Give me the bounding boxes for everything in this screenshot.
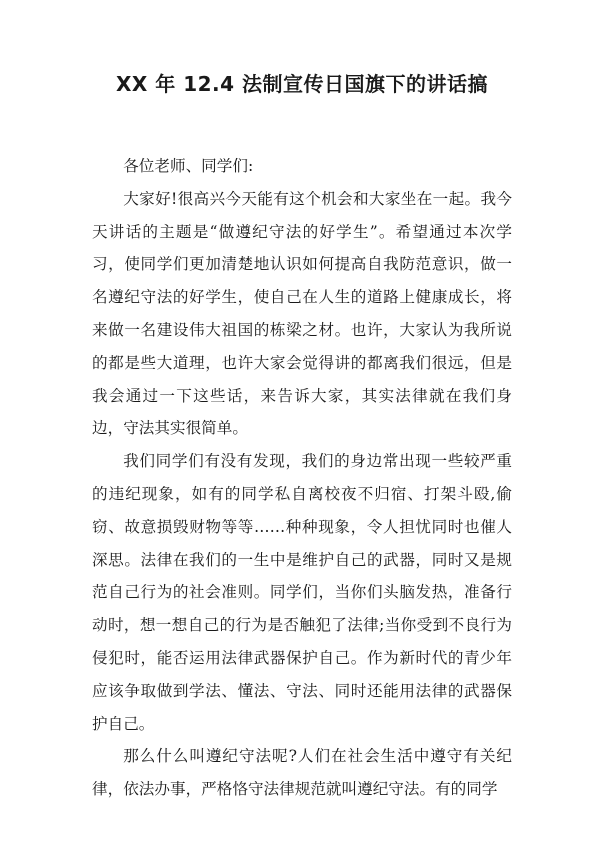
document-title: XX 年 12.4 法制宣传日国旗下的讲话搞 [115,72,489,96]
salutation: 各位老师、同学们: [123,157,254,175]
paragraph-3: 那么什么叫遵纪守法呢?人们在社会生活中遵守有关纪律，依法办事，严格恪守法律规范就叫遵纪守法。有的同学 [92,747,512,799]
paragraph-2: 我们同学们有没有发现，我们的身边常出现一些较严重的违纪现象，如有的同学私自离校夜不归宿、打架斗殴,偷窃、故意损毁财物等等……种种现象，令人担忧同时也催人深思。法律在我们的一生中是维护自己的武器，同时又是规范自己行为的社会准则。同学们，当你们头脑发热，准备行动时，想一想自己的行为是否触犯了法律;当你受到不良行为侵犯时，能否运用法律武器保护自己。作为新时代的青少年应该争取做到学法、懂法、守法、同时还能用法律的武器保护自己。 [92,452,512,733]
document-body [92,150,512,806]
paragraph-1: 大家好!很高兴今天能有这个机会和大家坐在一起。我今天讲话的主题是“做遵纪守法的好学生”。希望通过本次学习，使同学们更加清楚地认识如何提高自我防范意识，做一名遵纪守法的好学生，使自己在人生的道路上健康成长，将来做一名建设伟大祖国的栋梁之材。也许，大家认为我所说的都是些大道理，也许大家会觉得讲的都离我们很远，但是我会通过一下这些话，来告诉大家，其实法律就在我们身边，守法其实很简单。 [92,189,512,438]
